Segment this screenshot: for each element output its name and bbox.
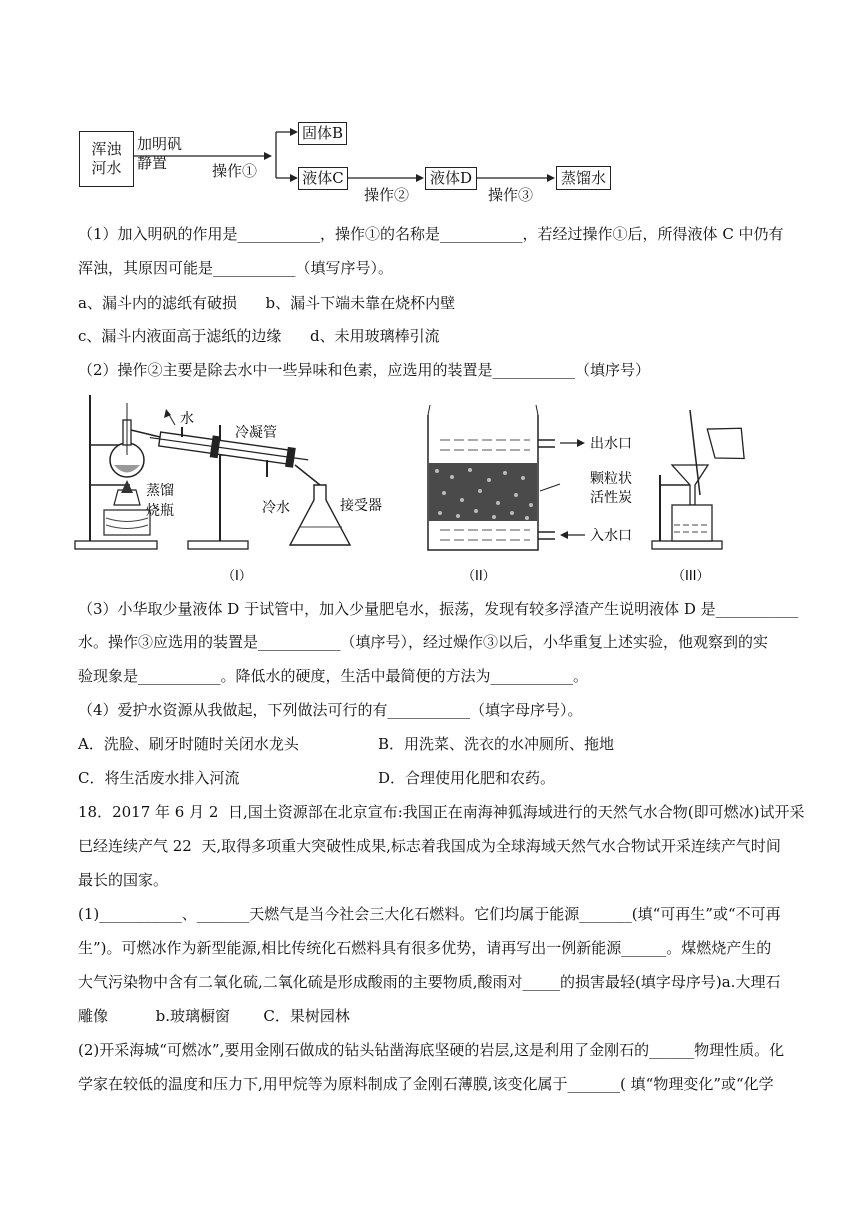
q17-part2: （2）操作②主要是除去水中一些异味和色素，应选用的装置是___________（填序号）	[78, 361, 651, 379]
label-outlet: 出水口	[590, 436, 632, 452]
flowchart-arrows	[0, 0, 860, 220]
flow-box-solid-b: 固体B	[298, 122, 347, 145]
q18-line4: (1)___________、_______天燃气是当今社会三大化石燃料。它们均属于能源_______(填“可再生”或“不可再	[78, 905, 781, 923]
q17-option-c: C．将生活废水排入河流	[78, 769, 240, 787]
label-apparatus-2: （II）	[462, 569, 496, 584]
q17-part3-line3: 验现象是___________。降低水的硬度，生活中最简便的方法为___________。	[78, 667, 589, 685]
flow-label-alum: 加明矾 静置	[137, 135, 183, 172]
flow-box-liquid-c: 液体C	[298, 167, 348, 190]
label-condenser: 冷凝管	[235, 425, 277, 441]
flow-label-op3: 操作③	[488, 186, 534, 204]
q17-option-d: D．合理使用化肥和农药。	[378, 769, 556, 787]
q18-line6: 大气污染物中含有二氧化硫,二氧化硫是形成酸雨的主要物质,酸雨对_____的损害最轻(填字母序号)a.大理石	[78, 973, 781, 991]
q17-part1-line1: （1）加入明矾的作用是___________，操作①的名称是___________，若经过操作①后，所得液体 C 中仍有	[78, 225, 784, 243]
q17-part1-line2: 浑浊，其原因可能是___________（填写序号）。	[78, 259, 394, 277]
q18-line9: 学家在较低的温度和压力下,用甲烷等为原料制成了金刚石薄膜,该变化属于_______( 填“物理变化”或“化学	[78, 1075, 774, 1093]
q17-part4: （4）爱护水资源从我做起，下列做法可行的有___________（填字母序号）。	[78, 701, 583, 719]
q18-line3: 最长的国家。	[78, 871, 169, 889]
flow-label-op2: 操作②	[364, 186, 410, 204]
q17-option-a: A．洗脸、刷牙时随时关闭水龙头	[78, 735, 299, 753]
q18-line2: 巳经连续产气 22 天,取得多项重大突破性成果,标志着我国成为全球海域天然气水合物试开采连续产气时间	[78, 837, 781, 855]
q18-line1: 18．2017 年 6 月 2 日,国土资源部在北京宣布:我国正在南海神狐海域进行的天然气水合物(即可燃冰)试开采	[78, 803, 805, 821]
label-receiver: 接受器	[340, 498, 382, 514]
label-flask-2: 烧瓶	[146, 503, 174, 519]
label-inlet: 入水口	[590, 528, 632, 544]
label-apparatus-1: （I）	[222, 569, 252, 584]
label-water: 水	[180, 411, 194, 427]
q18-line5: 生”)。可燃冰作为新型能源,相比传统化石燃料具有很多优势，请再写出一例新能源______。煤燃烧产生的	[78, 939, 772, 957]
label-carbon-1: 颗粒状	[590, 471, 632, 487]
flow-box-liquid-d: 液体D	[425, 167, 477, 190]
label-flask-1: 蒸馏	[146, 483, 174, 499]
q18-line7: 雕像 b.玻璃橱窗 C．果树园林	[78, 1007, 350, 1025]
q17-option-cd: c、漏斗内液面高于滤纸的边缘 d、未用玻璃棒引流	[78, 327, 440, 345]
flow-box-muddy-water: 浑浊 河水	[79, 131, 134, 187]
label-apparatus-3: （III）	[672, 569, 710, 584]
flow-box-distilled-water: 蒸馏水	[556, 166, 611, 190]
q18-line8: (2)开采海城“可燃冰”,要用金刚石做成的钻头钻凿海底坚硬的岩层,这是利用了金刚石的______物理性质。化	[78, 1041, 785, 1059]
q17-option-ab: a、漏斗内的滤纸有破损 b、漏斗下端未靠在烧杯内壁	[78, 294, 456, 312]
apparatus-figure	[0, 385, 860, 590]
q17-option-b: B．用洗菜、洗衣的水冲厕所、拖地	[378, 735, 615, 753]
label-carbon-2: 活性炭	[590, 490, 632, 506]
flow-label-op1: 操作①	[212, 162, 258, 180]
q17-part3-line1: （3）小华取少量液体 D 于试管中，加入少量肥皂水，振荡，发现有较多浮渣产生说明液体 D 是___________	[78, 600, 799, 618]
q17-part3-line2: 水。操作③应选用的装置是___________（填序号），经过燥作③以后，小华重复上述实验，他观察到的实	[78, 633, 769, 651]
label-coldwater: 冷水	[262, 500, 290, 516]
